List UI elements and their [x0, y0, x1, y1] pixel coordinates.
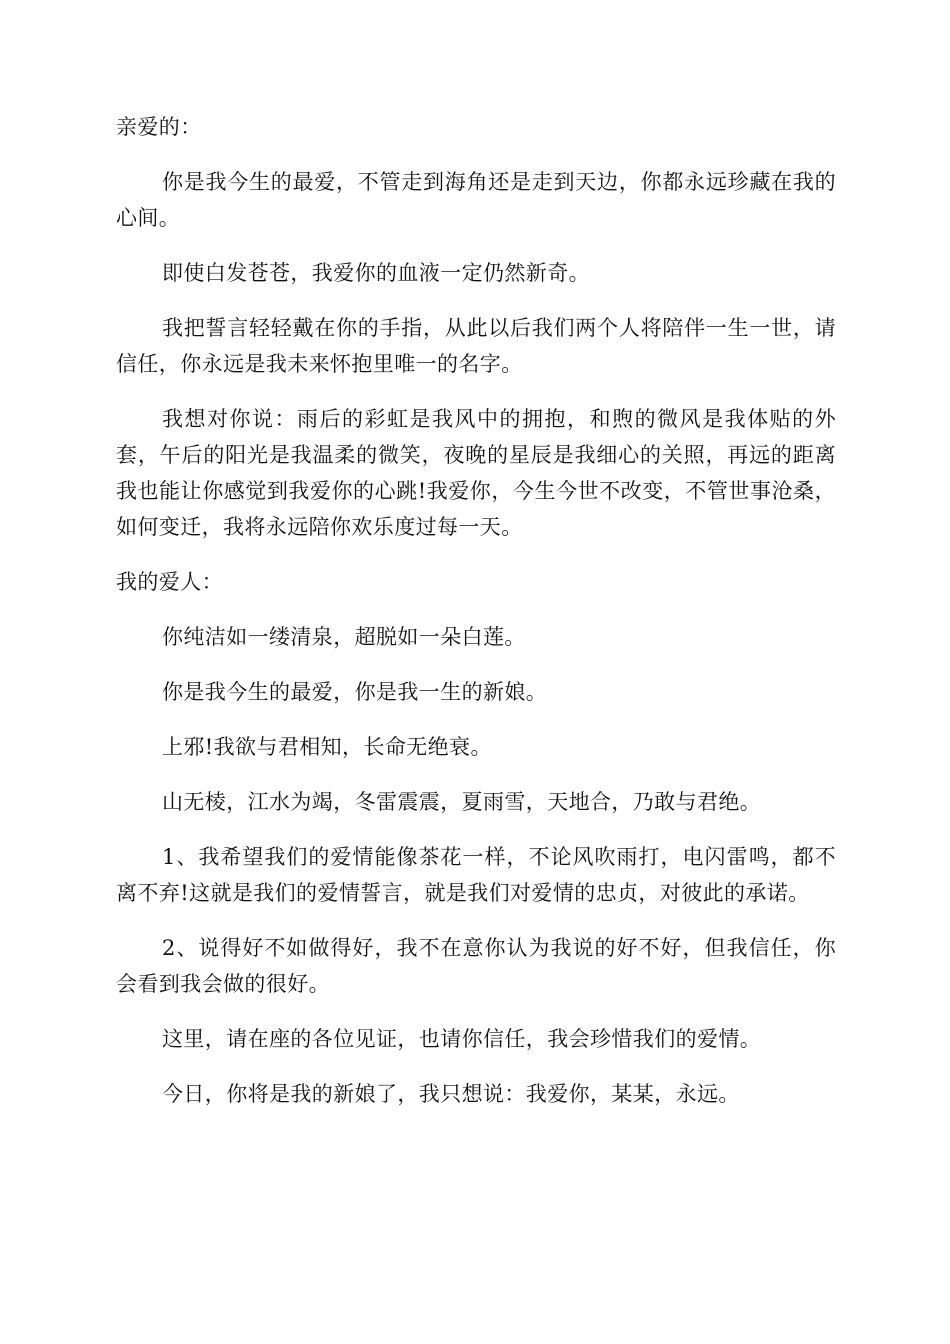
paragraph: 你是我今生的最爱，不管走到海角还是走到天边，你都永远珍藏在我的心间。: [116, 170, 836, 230]
paragraph: 我把誓言轻轻戴在你的手指，从此以后我们两个人将陪伴一生一世，请信任，你永远是我未来怀抱里唯一的名字。: [116, 316, 836, 376]
paragraph: 你纯洁如一缕清泉，超脱如一朵白莲。: [162, 625, 526, 649]
paragraph-numbered-1: 1、我希望我们的爱情能像茶花一样，不论风吹雨打，电闪雷鸣，都不离不弃!这就是我们的爱情誓言，就是我们对爱情的忠贞，对彼此的承诺。: [116, 845, 836, 905]
document-page: [116, 109, 836, 1131]
salutation-my-love: 我的爱人：: [116, 570, 223, 594]
paragraph: 你是我今生的最爱，你是我一生的新娘。: [162, 680, 548, 704]
paragraph-numbered-2: 2、说得好不如做得好，我不在意你认为我说的好不好，但我信任，你会看到我会做的很好。: [116, 936, 836, 996]
paragraph-closing: 今日，你将是我的新娘了，我只想说：我爱你，某某，永远。: [162, 1082, 740, 1106]
salutation-dear: 亲爱的：: [116, 115, 202, 139]
paragraph: 这里，请在座的各位见证，也请你信任，我会珍惜我们的爱情。: [162, 1027, 762, 1051]
paragraph: 上邪!我欲与君相知，长命无绝衰。: [162, 735, 492, 759]
paragraph: 山无棱，江水为竭，冬雷震震，夏雨雪，天地合，乃敢与君绝。: [162, 790, 762, 814]
paragraph: 我想对你说：雨后的彩虹是我风中的拥抱，和煦的微风是我体贴的外套，午后的阳光是我温柔的微笑，夜晚的星辰是我细心的关照，再远的距离我也能让你感觉到我爱你的心跳!我爱你，今生今世不改变，不管世事沧桑，如何变迁，我将永远陪你欢乐度过每一天。: [116, 407, 836, 539]
paragraph: 即使白发苍苍，我爱你的血液一定仍然新奇。: [162, 261, 590, 285]
